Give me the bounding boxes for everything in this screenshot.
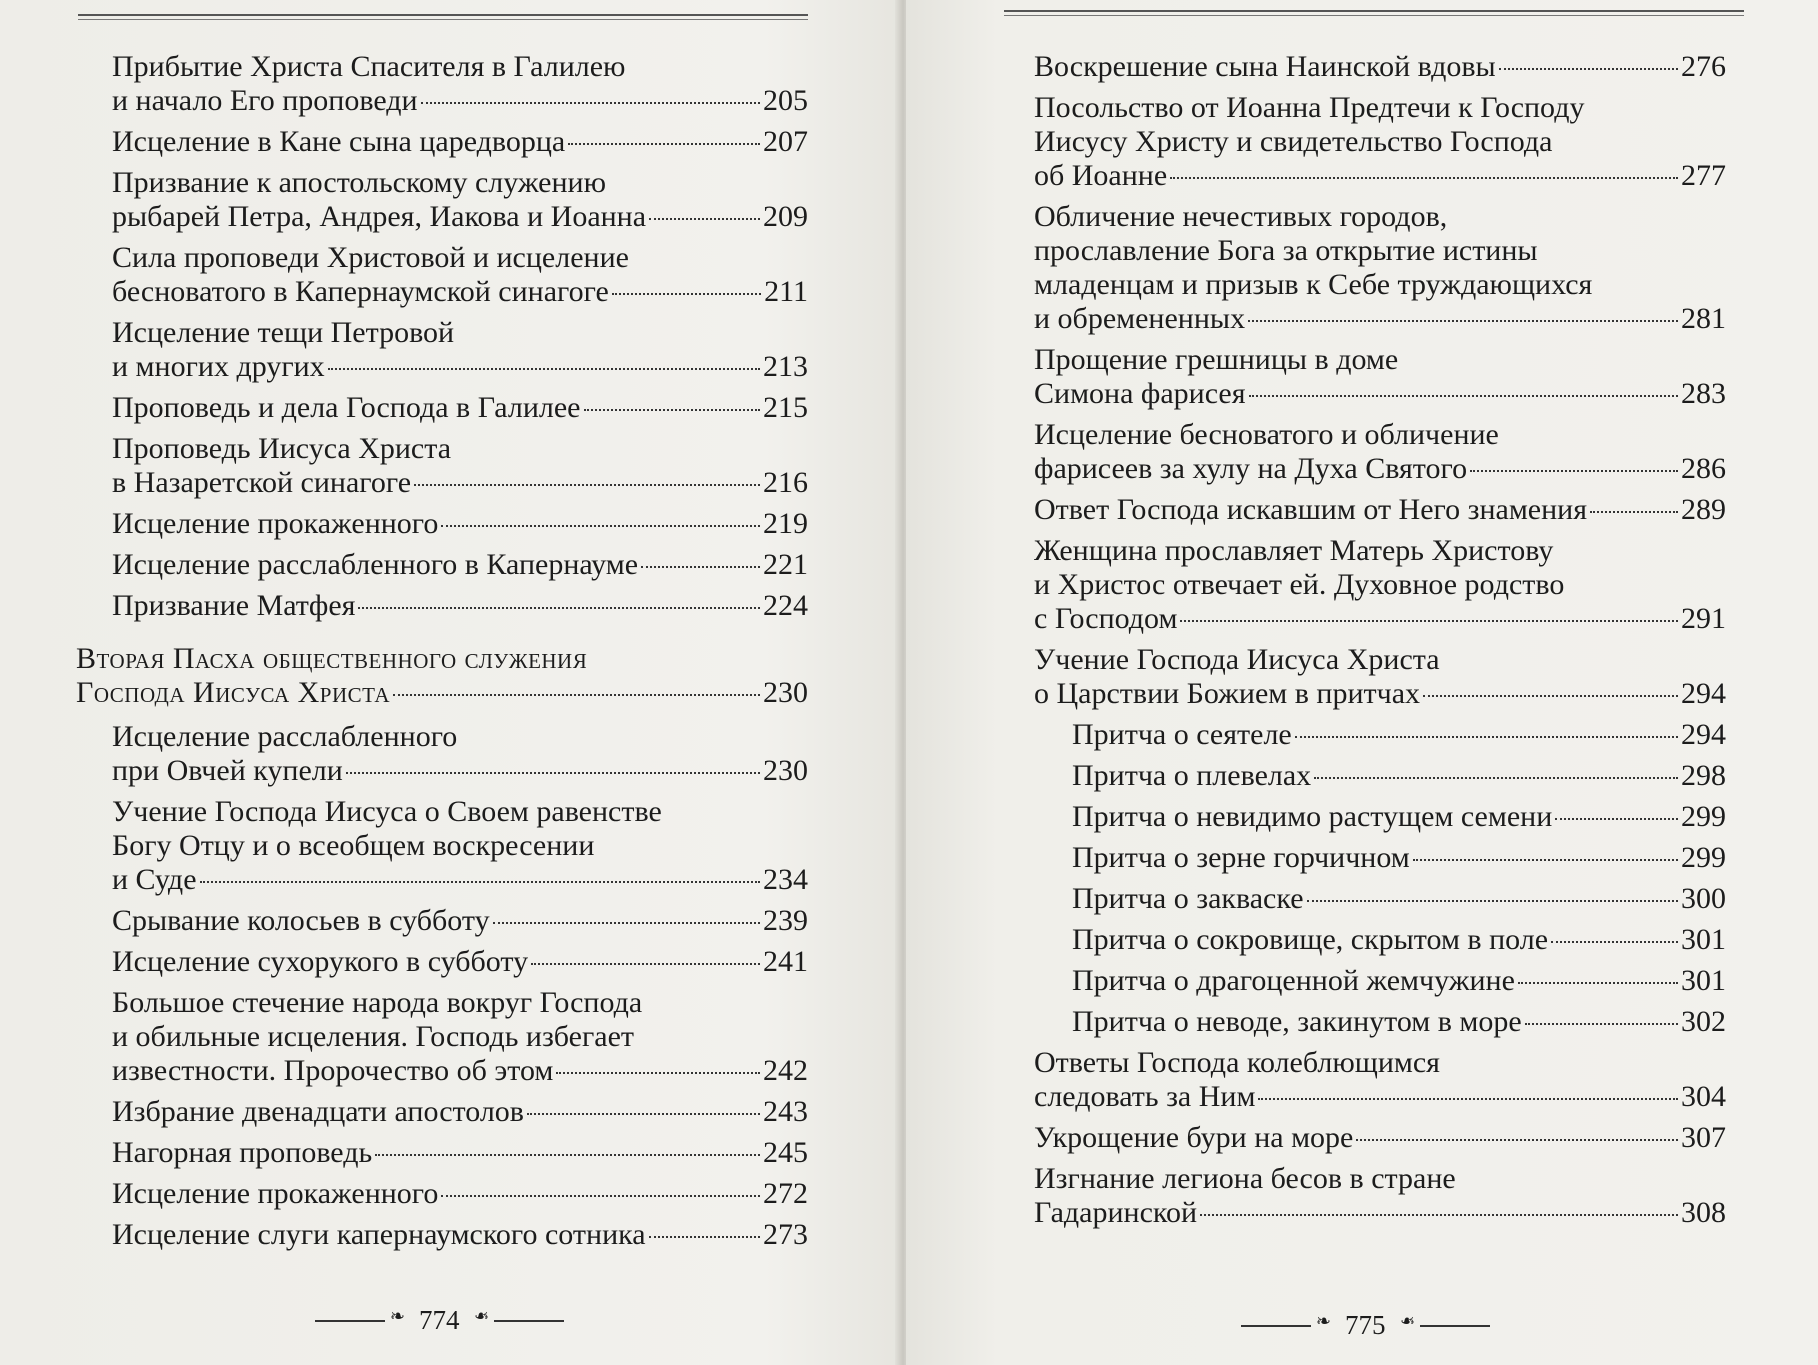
toc-entry-line: Исцеление в Кане сына царедворца: [112, 125, 566, 158]
toc-entry-line: Прощение грешницы в доме: [1034, 343, 1399, 376]
toc-page-number: 304: [1681, 1080, 1726, 1113]
toc-entry[interactable]: [112, 507, 808, 541]
dot-leader: [1249, 395, 1678, 397]
toc-entry-final-line: [1034, 1121, 1726, 1155]
toc-entry-line: Избрание двенадцати апостолов: [112, 1095, 524, 1128]
toc-page-number: 207: [763, 125, 808, 158]
dot-leader: [527, 1113, 760, 1115]
toc-entry-line: Исцеление расслабленного в Капернауме: [112, 548, 639, 581]
dot-leader: [1590, 511, 1678, 513]
toc-entry-line: и обремененных: [1034, 302, 1246, 335]
toc-page-number: 281: [1681, 302, 1726, 335]
toc-page-number: 209: [763, 200, 808, 233]
toc-entry-final-line: [1034, 452, 1726, 486]
dot-leader: [531, 963, 760, 965]
toc-entry-line: Исцеление прокаженного: [112, 1177, 439, 1210]
toc-entry-line: Изгнание легиона бесов в стране: [1034, 1162, 1456, 1195]
dot-leader: [375, 1154, 760, 1156]
toc-page-number: 294: [1681, 677, 1726, 710]
toc-page-number: 301: [1681, 964, 1726, 997]
toc-entry-final-line: [112, 1177, 808, 1211]
toc-entry[interactable]: [112, 548, 808, 582]
dot-leader: [1170, 177, 1678, 179]
toc-entry[interactable]: [112, 589, 808, 623]
dot-leader: [568, 143, 760, 145]
dot-leader: [358, 607, 760, 609]
toc-page-number: 221: [763, 548, 808, 581]
toc-entry-final-line: [1072, 759, 1726, 793]
toc-entry-final-line: [112, 275, 808, 309]
dot-leader: [328, 368, 760, 370]
toc-entry-line: Исцеление расслабленного: [112, 720, 458, 753]
dot-leader: [1551, 941, 1678, 943]
toc-entry-line: Нагорная проповедь: [112, 1136, 373, 1169]
toc-entry-final-line: [1072, 718, 1726, 752]
toc-entry-final-line: [112, 863, 808, 897]
toc-page-number: 213: [763, 350, 808, 383]
toc-entry-line: Большое стечение народа вокруг Господа: [112, 986, 643, 1019]
toc-entry-final-line: [112, 1136, 808, 1170]
toc-entry-final-line: [1034, 602, 1726, 636]
toc-entry-line: Укрощение бури на море: [1034, 1121, 1354, 1154]
toc-entry-line: Проповедь Иисуса Христа: [112, 432, 452, 465]
ornament-icon: [474, 1316, 564, 1326]
dot-leader: [493, 922, 760, 924]
toc-entry-line: и обильные исцеления. Господь избегает: [112, 1020, 635, 1053]
toc-page-number: 300: [1681, 882, 1726, 915]
toc-entry-line: и Христос отвечает ей. Духовное родство: [1034, 568, 1565, 601]
ornament-icon: [1241, 1321, 1331, 1331]
toc-page-number: 243: [763, 1095, 808, 1128]
dot-leader: [1499, 68, 1678, 70]
toc-entry[interactable]: [112, 125, 808, 159]
toc-entry-line: Учение Господа Иисуса о Своем равенстве: [112, 795, 662, 828]
dot-leader: [1518, 982, 1678, 984]
toc-entry-final-line: [112, 507, 808, 541]
toc-entry-final-line: [1034, 159, 1726, 193]
dot-leader: [1423, 695, 1678, 697]
dot-leader: [612, 293, 761, 295]
toc-entry-line: Исцеление сухорукого в субботу: [112, 945, 529, 978]
toc-entry[interactable]: [1072, 882, 1726, 916]
dot-leader: [1555, 818, 1678, 820]
toc-entry[interactable]: [1072, 800, 1726, 834]
toc-entry[interactable]: [112, 241, 808, 309]
toc-page-number: 307: [1681, 1121, 1726, 1154]
toc-entry[interactable]: [1034, 493, 1726, 527]
dot-leader: [1413, 859, 1678, 861]
dot-leader: [1248, 320, 1678, 322]
toc-entry[interactable]: [1034, 50, 1726, 84]
ornament-icon: [315, 1316, 405, 1326]
toc-page-number: 242: [763, 1054, 808, 1087]
toc-entry-line: Притча о неводе, закинутом в море: [1072, 1005, 1522, 1038]
toc-entry-line: и многих других: [112, 350, 325, 383]
toc-entry[interactable]: [112, 1095, 808, 1129]
dot-leader: [346, 772, 760, 774]
toc-entry-line: Притча о зерне горчичном: [1072, 841, 1410, 874]
toc-entry-final-line: [112, 350, 808, 384]
toc-entry[interactable]: [112, 1136, 808, 1170]
toc-page-number: 308: [1681, 1196, 1726, 1229]
toc-entry-line: следовать за Ним: [1034, 1080, 1256, 1113]
toc-entry-line: Ответ Господа искавшим от Него знамения: [1034, 493, 1588, 526]
toc-page-number: 302: [1681, 1005, 1726, 1038]
toc-entry[interactable]: [1034, 1046, 1726, 1114]
toc-page-number: 239: [763, 904, 808, 937]
toc-entry-line: Исцеление слуги капернаумского сотника: [112, 1218, 646, 1251]
dot-leader: [441, 525, 760, 527]
toc-entry-final-line: [112, 200, 808, 234]
toc-page-number: 230: [763, 754, 808, 787]
toc-entry-final-line: [112, 1218, 808, 1252]
toc-entry-line: о Царствии Божием в притчах: [1034, 677, 1421, 710]
toc-entry-final-line: [1072, 800, 1726, 834]
toc-entry-final-line: [112, 391, 808, 425]
toc-entry[interactable]: [112, 986, 808, 1088]
toc-entry[interactable]: [1072, 923, 1726, 957]
toc-entry[interactable]: [1072, 964, 1726, 998]
toc-entry-final-line: [112, 945, 808, 979]
toc-entry[interactable]: [1034, 91, 1726, 193]
toc-entry-line: Иисусу Христу и свидетельство Господа: [1034, 125, 1553, 158]
toc-page-number: 277: [1681, 159, 1726, 192]
toc-page-number: 272: [763, 1177, 808, 1210]
toc-entry-line: прославление Бога за открытие истины: [1034, 234, 1538, 267]
toc-entry-final-line: [1072, 964, 1726, 998]
toc-entry-line: Призвание к апостольскому служению: [112, 166, 607, 199]
toc-entry-final-line: [1034, 377, 1726, 411]
toc-entry-line: Исцеление бесноватого и обличение: [1034, 418, 1499, 451]
toc-page-number: 273: [763, 1218, 808, 1251]
toc-page-number: 301: [1681, 923, 1726, 956]
dot-leader: [1180, 620, 1678, 622]
toc-entry-final-line: [112, 84, 808, 118]
toc-entry-line: и начало Его проповеди: [112, 84, 418, 117]
toc-entry-line: Притча о закваске: [1072, 882, 1304, 915]
toc-entry-line: Притча о сеятеле: [1072, 718, 1292, 751]
toc-entry-final-line: [1072, 882, 1726, 916]
toc-entry-line: Сила проповеди Христовой и исцеление: [112, 241, 629, 274]
dot-leader: [421, 102, 760, 104]
toc-entry-line: известности. Пророчество об этом: [112, 1054, 554, 1087]
dot-leader: [1295, 736, 1678, 738]
dot-leader: [1525, 1023, 1678, 1025]
folio-number: 775: [1345, 1310, 1386, 1340]
top-rule: [1004, 10, 1744, 12]
toc-entry[interactable]: [112, 720, 808, 788]
dot-leader: [1200, 1214, 1678, 1216]
toc-entry-final-line: [1034, 1080, 1726, 1114]
ornament-icon: [1400, 1321, 1490, 1331]
toc-entry[interactable]: [1072, 841, 1726, 875]
toc-page-number: 230: [763, 676, 808, 709]
toc-entry-final-line: [1072, 841, 1726, 875]
toc-entry[interactable]: [112, 166, 808, 234]
toc-entry-line: фарисеев за хулу на Духа Святого: [1034, 452, 1468, 485]
toc-entry-final-line: [112, 589, 808, 623]
toc-entry-final-line: [112, 1095, 808, 1129]
toc-entry-line: Притча о плевелах: [1072, 759, 1312, 792]
toc-page-number: 299: [1681, 841, 1726, 874]
toc-page-number: 219: [763, 507, 808, 540]
toc-entry-final-line: [76, 676, 808, 710]
toc-entry-line: Вторая Пасха общественного служения: [76, 642, 588, 675]
toc-entry-line: младенцам и призыв к Себе труждающихся: [1034, 268, 1593, 301]
toc-page-number: 286: [1681, 452, 1726, 485]
toc-entry[interactable]: [1034, 200, 1726, 336]
dot-leader: [584, 409, 760, 411]
right-page: [906, 0, 1818, 1365]
page-number-right: [1241, 1310, 1490, 1341]
toc-entry-line: Прибытие Христа Спасителя в Галилею: [112, 50, 626, 83]
toc-entry-line: в Назаретской синагоге: [112, 466, 412, 499]
toc-page-number: 291: [1681, 602, 1726, 635]
dot-leader: [649, 218, 760, 220]
toc-entry-line: Срывание колосьев в субботу: [112, 904, 490, 937]
dot-leader: [1470, 470, 1678, 472]
toc-entry-line: Призвание Матфея: [112, 589, 356, 622]
toc-entry[interactable]: [112, 795, 808, 897]
dot-leader: [1258, 1098, 1678, 1100]
toc-page-number: 211: [764, 275, 808, 308]
toc-entry-final-line: [1072, 923, 1726, 957]
toc-entry-final-line: [1034, 677, 1726, 711]
toc-entry[interactable]: [1072, 759, 1726, 793]
toc-page-number: 216: [763, 466, 808, 499]
toc-entry-final-line: [1034, 50, 1726, 84]
toc-entry-line: Учение Господа Иисуса Христа: [1034, 643, 1440, 676]
toc-entry[interactable]: [1034, 1162, 1726, 1230]
dot-leader: [649, 1236, 760, 1238]
toc-entry[interactable]: [1034, 534, 1726, 636]
toc-entry-final-line: [1034, 1196, 1726, 1230]
toc-page-number: 283: [1681, 377, 1726, 410]
toc-entry-line: об Иоанне: [1034, 159, 1168, 192]
toc-entry[interactable]: [1034, 643, 1726, 711]
toc-entry[interactable]: [1034, 1121, 1726, 1155]
toc-entry-final-line: [112, 466, 808, 500]
toc-entry[interactable]: [112, 391, 808, 425]
dot-leader: [1314, 777, 1678, 779]
toc-entry-line: Женщина прославляет Матерь Христову: [1034, 534, 1554, 567]
toc-entry-line: Обличение нечестивых городов,: [1034, 200, 1448, 233]
dot-leader: [200, 881, 760, 883]
toc-entry[interactable]: [1072, 1005, 1726, 1039]
toc-entry-line: Притча о невидимо растущем семени: [1072, 800, 1553, 833]
toc-entry[interactable]: [1072, 718, 1726, 752]
toc-entry-final-line: [112, 125, 808, 159]
toc-entry-line: Притча о сокровище, скрытом в поле: [1072, 923, 1549, 956]
toc-entry-final-line: [112, 904, 808, 938]
toc-entry[interactable]: [112, 432, 808, 500]
toc-entry[interactable]: [112, 945, 808, 979]
toc-section[interactable]: [76, 642, 808, 710]
toc-entry-line: Исцеление тещи Петровой: [112, 316, 455, 349]
toc-entry-line: Господа Иисуса Христа: [76, 676, 391, 709]
toc-page-number: 276: [1681, 50, 1726, 83]
dot-leader: [441, 1195, 760, 1197]
toc-entry-line: бесноватого в Капернаумской синагоге: [112, 275, 609, 308]
toc-page-number: 245: [763, 1136, 808, 1169]
dot-leader: [1307, 900, 1678, 902]
toc-entry-line: Притча о драгоценной жемчужине: [1072, 964, 1515, 997]
page-number-left: [315, 1305, 564, 1336]
toc-entry-final-line: [1072, 1005, 1726, 1039]
toc-entry[interactable]: [112, 316, 808, 384]
toc-entry-line: Гадаринской: [1034, 1196, 1198, 1229]
toc-entry-final-line: [112, 754, 808, 788]
dot-leader: [641, 566, 760, 568]
toc-entry[interactable]: [112, 1177, 808, 1211]
toc-page-number: 224: [763, 589, 808, 622]
top-rule: [78, 14, 808, 16]
dot-leader: [393, 694, 760, 696]
toc-entry-line: Ответы Господа колеблющимся: [1034, 1046, 1440, 1079]
toc-entry[interactable]: [112, 1218, 808, 1252]
toc-entry[interactable]: [112, 50, 808, 118]
toc-entry-line: с Господом: [1034, 602, 1178, 635]
toc-entry-line: Исцеление прокаженного: [112, 507, 439, 540]
toc-page-number: 298: [1681, 759, 1726, 792]
toc-entry[interactable]: [112, 904, 808, 938]
toc-page-number: 294: [1681, 718, 1726, 751]
toc-page-number: 205: [763, 84, 808, 117]
toc-entry-line: Воскрешение сына Наинской вдовы: [1034, 50, 1496, 83]
toc-entry-line: Посольство от Иоанна Предтечи к Господу: [1034, 91, 1585, 124]
left-page: [0, 0, 900, 1365]
toc-page-number: 289: [1681, 493, 1726, 526]
dot-leader: [556, 1072, 760, 1074]
toc-page-number: 241: [763, 945, 808, 978]
toc-entry-line: Проповедь и дела Господа в Галилее: [112, 391, 581, 424]
toc-entry-line: и Суде: [112, 863, 197, 896]
toc-entry[interactable]: [1034, 418, 1726, 486]
toc-entry-line: при Овчей купели: [112, 754, 343, 787]
dot-leader: [1356, 1139, 1678, 1141]
toc-entry[interactable]: [1034, 343, 1726, 411]
toc-page-number: 215: [763, 391, 808, 424]
toc-entry-line: Богу Отцу и о всеобщем воскресении: [112, 829, 595, 862]
toc-entry-line: рыбарей Петра, Андрея, Иакова и Иоанна: [112, 200, 647, 233]
toc-entry-final-line: [112, 548, 808, 582]
toc-entry-final-line: [112, 1054, 808, 1088]
folio-number: 774: [419, 1305, 460, 1335]
toc-page-number: 234: [763, 863, 808, 896]
dot-leader: [414, 484, 760, 486]
toc-entry-line: Симона фарисея: [1034, 377, 1246, 410]
toc-entry-final-line: [1034, 493, 1726, 527]
toc-entry-final-line: [1034, 302, 1726, 336]
toc-page-number: 299: [1681, 800, 1726, 833]
